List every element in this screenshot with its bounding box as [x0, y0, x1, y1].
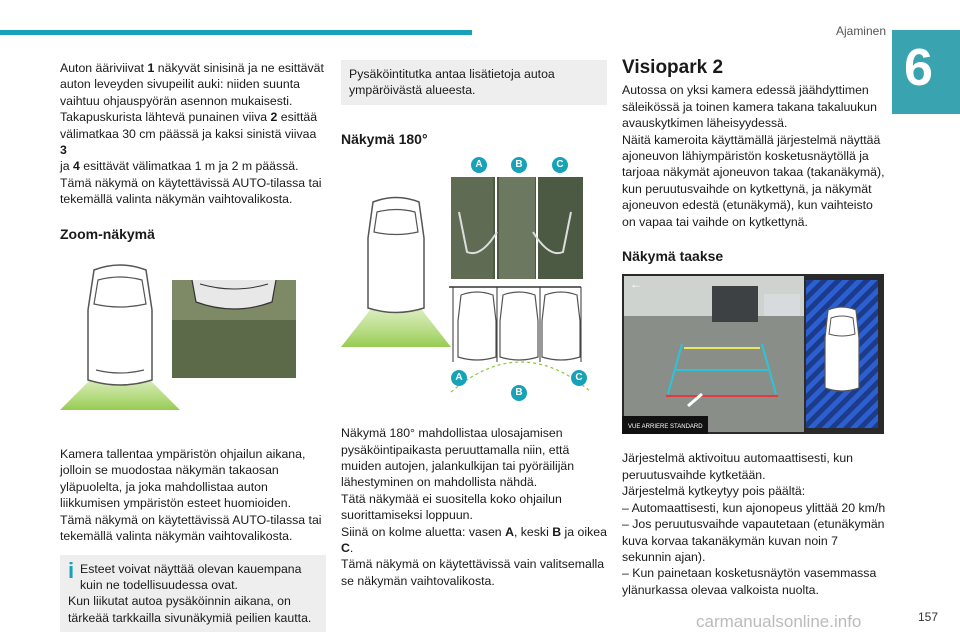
section-title: Ajaminen — [835, 24, 886, 38]
zoom-view-illustration — [60, 260, 326, 420]
info-box-radar: Pysäköintitutka antaa lisätietoja autoa ympäröivästä alueesta. — [341, 60, 607, 105]
view-180-text-run: ja oikea — [561, 524, 607, 539]
view-180-illustration — [341, 157, 607, 407]
paragraph-180 — [341, 425, 607, 589]
heading-180-view: Näkymä 180° — [341, 130, 428, 147]
watermark: carmanualsonline.info — [696, 612, 862, 631]
outline-text-run: 2 — [270, 110, 278, 125]
info-icon: i — [68, 557, 75, 583]
paragraph-zoom: Kamera tallentaa ympäristön ohjailun aikana, jolloin se muodostaa näkymän takaosan yläpuolelta, ja joka mahdollistaa auton liikkumisen ympäristön esteet huomioiden. Tämä näkymä on käytettävissä AUTO-tilassa tai tekemällä valinta näkymän vaihtovalikosta. — [60, 447, 322, 544]
column-left — [60, 60, 326, 632]
outline-text-run: 3 — [60, 143, 67, 158]
rear-view-figure — [622, 274, 887, 434]
outline-text-run: 1 — [147, 61, 155, 75]
screen-caption: VUE ARRIERE STANDARD — [628, 424, 703, 431]
outline-text-run: ja — [60, 159, 70, 174]
badge-a-top: A — [471, 157, 487, 173]
info-text-mirrors: Kun liikutat autoa pysäköinnin aikana, on tärkeää tarkkailla sivunäkymiä peilien kautta. — [68, 594, 312, 625]
heading-visiopark: Visiopark 2 — [622, 57, 724, 78]
chapter-number: 6 — [904, 39, 933, 97]
badge-b-top: B — [511, 157, 527, 173]
column-right — [622, 57, 887, 598]
view-180-text-run: C — [341, 541, 350, 556]
view-180-figure — [341, 157, 607, 407]
outline-text-run: esittävät välimatkaa 1 m ja 2 m päässä. Tämä näkymä on käytettävissä AUTO-tilassa tai tekemällä valinta näkymän vaihtovalikosta. — [60, 159, 322, 207]
view-180-text-run: B — [552, 524, 562, 539]
view-180-text-run: A — [505, 524, 514, 539]
outline-text-run: 4 — [73, 159, 80, 174]
zoom-view-figure — [60, 260, 326, 420]
view-180-text-run: Näkymä 180° mahdollistaa ulosajamisen pysäköintipaikasta peruuttamalla niin, että muiden autojen, jalankulkijan tai pyöräilijän lähestyminen on mahdollista nähdä. Tätä näkymää ei suositella koko ohjailun suorittamiseksi loppuun. Siinä on kolme aluetta: vasen — [341, 426, 575, 539]
page-number: 157 — [918, 610, 939, 624]
paragraph-outline — [60, 60, 326, 208]
column-middle — [341, 60, 607, 589]
outline-text-run: Auton ääriviivat — [60, 61, 148, 75]
paragraph-rear-view: Järjestelmä aktivoituu automaattisesti, kun peruutusvaihde kytketään. Järjestelmä kytkeytyy pois päältä: – Automaattisesti, kun ajonopeus ylittää 20 km/h – Jos peruutusvaihde vapautetaan (etunäkymän kuva korvaa takanäkymän kuvan noin 7 sekunnin ajan). – Kun painetaan kosketusnäytön vasemmassa ylänurkassa olevaa valkoista nuolta. — [622, 451, 886, 597]
rear-view-screen — [622, 274, 884, 434]
badge-c-top: C — [552, 157, 568, 173]
heading-zoom-view: Zoom-näkymä — [60, 225, 155, 242]
top-accent-bar — [0, 30, 472, 35]
info-text-obstacles: Esteet voivat näyttää olevan kauempana kuin ne todellisuudessa ovat. — [80, 561, 302, 592]
heading-rear-view: Näkymä taakse — [622, 248, 724, 265]
badge-c-bottom: C — [571, 370, 587, 386]
outline-text-run: näkyvät sinisinä ja ne esittävät auton leveyden sivupeilit auki: niiden suunta vaihtuu ohjauspyörän asennon mukaisesti. Takapuskurista lähtevä punainen viiva — [60, 61, 324, 125]
badge-a-bottom: A — [451, 370, 467, 386]
outline-text-run: esittää välimatkaa 30 cm päässä ja kaksi sinistä viivaa — [60, 110, 318, 141]
badge-b-bottom: B — [511, 385, 527, 401]
paragraph-visiopark: Autossa on yksi kamera edessä jäähdyttimen säleikössä ja toinen kamera takana takaluukun avauskytkimen läheisyydessä. Näitä kameroita käyttämällä järjestelmä näyttää ajoneuvon lähiympäristön kosketusnäytöllä ja tarjoaa näkymät ajoneuvon takaa (takanäkymä), kun peruutusvaihde on kytkettynä, ja näkymät ajoneuvon edestä (etunäkymä), kun vaihteisto on vapaa tai vaihde on kytkettynä. — [622, 83, 885, 229]
info-box-obstacles — [60, 555, 326, 633]
back-arrow-icon[interactable]: ← — [630, 277, 642, 292]
view-180-text-run: . Tämä näkymä on käytettävissä vain valitsemalla se näkymän vaihtovalikosta. — [341, 541, 605, 588]
view-180-text-run: , keski — [513, 524, 553, 539]
